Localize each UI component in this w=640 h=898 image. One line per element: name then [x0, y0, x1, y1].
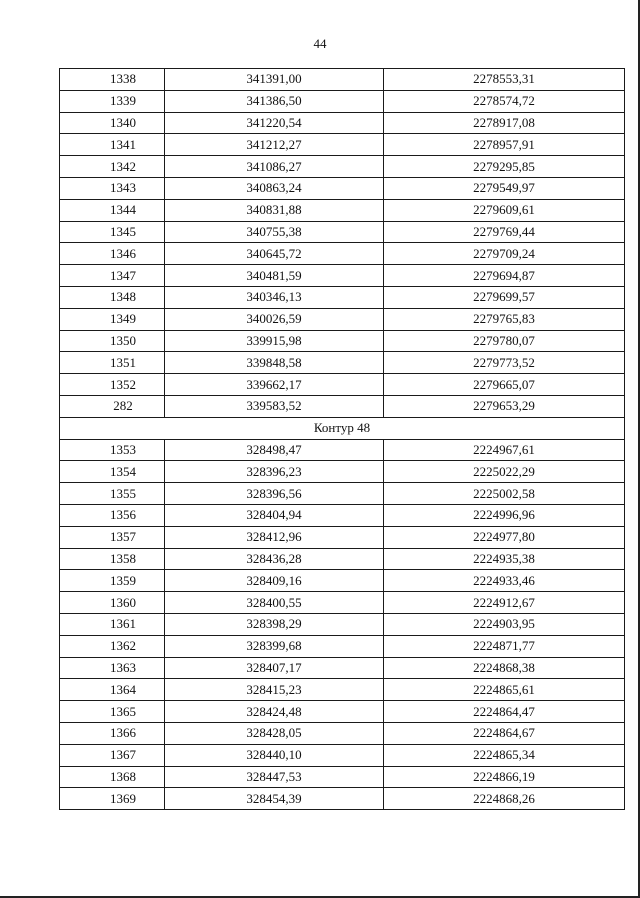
y-coordinate-cell: 2225002,58 — [384, 483, 625, 505]
page-number: 44 — [313, 36, 327, 51]
point-number-cell: 1360 — [60, 592, 165, 614]
point-number-cell: 1352 — [60, 374, 165, 396]
x-coordinate-cell: 328404,94 — [165, 504, 384, 526]
point-number-cell: 1344 — [60, 199, 165, 221]
y-coordinate-cell: 2279694,87 — [384, 265, 625, 287]
table-row — [60, 69, 625, 91]
x-coordinate-cell: 328498,47 — [165, 439, 384, 461]
point-number-cell: 1355 — [60, 483, 165, 505]
y-coordinate-cell: 2224967,61 — [384, 439, 625, 461]
y-coordinate-cell: 2279773,52 — [384, 352, 625, 374]
table-row — [60, 701, 625, 723]
point-number-cell: 1341 — [60, 134, 165, 156]
table-row — [60, 286, 625, 308]
table-row — [60, 330, 625, 352]
table-row — [60, 199, 625, 221]
y-coordinate-cell: 2224871,77 — [384, 635, 625, 657]
point-number-cell: 1354 — [60, 461, 165, 483]
y-coordinate-cell: 2224903,95 — [384, 613, 625, 635]
y-coordinate-cell: 2279699,57 — [384, 286, 625, 308]
x-coordinate-cell: 328415,23 — [165, 679, 384, 701]
contour-label: Контур 48 — [60, 417, 625, 439]
y-coordinate-cell: 2278574,72 — [384, 90, 625, 112]
x-coordinate-cell: 328400,55 — [165, 592, 384, 614]
x-coordinate-cell: 328399,68 — [165, 635, 384, 657]
point-number-cell: 1350 — [60, 330, 165, 352]
point-number-cell: 1345 — [60, 221, 165, 243]
x-coordinate-cell: 328396,56 — [165, 483, 384, 505]
y-coordinate-cell: 2224864,47 — [384, 701, 625, 723]
point-number-cell: 1368 — [60, 766, 165, 788]
table-row — [60, 766, 625, 788]
coordinates-table — [59, 68, 625, 810]
y-coordinate-cell: 2279780,07 — [384, 330, 625, 352]
point-number-cell: 1346 — [60, 243, 165, 265]
x-coordinate-cell: 328409,16 — [165, 570, 384, 592]
x-coordinate-cell: 328436,28 — [165, 548, 384, 570]
y-coordinate-cell: 2224912,67 — [384, 592, 625, 614]
table-row — [60, 613, 625, 635]
table-row — [60, 352, 625, 374]
point-number-cell: 1359 — [60, 570, 165, 592]
point-number-cell: 1358 — [60, 548, 165, 570]
table-row — [60, 679, 625, 701]
table-row — [60, 788, 625, 810]
y-coordinate-cell: 2279549,97 — [384, 177, 625, 199]
y-coordinate-cell: 2224866,19 — [384, 766, 625, 788]
table-row — [60, 439, 625, 461]
point-number-cell: 282 — [60, 395, 165, 417]
point-number-cell: 1349 — [60, 308, 165, 330]
x-coordinate-cell: 339583,52 — [165, 395, 384, 417]
contour-header-row — [60, 417, 625, 439]
x-coordinate-cell: 328424,48 — [165, 701, 384, 723]
y-coordinate-cell: 2279653,29 — [384, 395, 625, 417]
point-number-cell: 1351 — [60, 352, 165, 374]
point-number-cell: 1364 — [60, 679, 165, 701]
y-coordinate-cell: 2224865,61 — [384, 679, 625, 701]
x-coordinate-cell: 328440,10 — [165, 744, 384, 766]
y-coordinate-cell: 2224865,34 — [384, 744, 625, 766]
x-coordinate-cell: 328396,23 — [165, 461, 384, 483]
point-number-cell: 1363 — [60, 657, 165, 679]
y-coordinate-cell: 2279709,24 — [384, 243, 625, 265]
x-coordinate-cell: 328454,39 — [165, 788, 384, 810]
x-coordinate-cell: 340481,59 — [165, 265, 384, 287]
x-coordinate-cell: 340863,24 — [165, 177, 384, 199]
table-row — [60, 395, 625, 417]
x-coordinate-cell: 328407,17 — [165, 657, 384, 679]
point-number-cell: 1338 — [60, 69, 165, 91]
point-number-cell: 1365 — [60, 701, 165, 723]
table-row — [60, 483, 625, 505]
y-coordinate-cell: 2224868,26 — [384, 788, 625, 810]
table-row — [60, 548, 625, 570]
y-coordinate-cell: 2224868,38 — [384, 657, 625, 679]
point-number-cell: 1342 — [60, 156, 165, 178]
table-row — [60, 156, 625, 178]
x-coordinate-cell: 340026,59 — [165, 308, 384, 330]
y-coordinate-cell: 2224977,80 — [384, 526, 625, 548]
table-row — [60, 177, 625, 199]
x-coordinate-cell: 328398,29 — [165, 613, 384, 635]
y-coordinate-cell: 2279295,85 — [384, 156, 625, 178]
point-number-cell: 1339 — [60, 90, 165, 112]
table-row — [60, 635, 625, 657]
table-row — [60, 744, 625, 766]
point-number-cell: 1347 — [60, 265, 165, 287]
x-coordinate-cell: 328428,05 — [165, 722, 384, 744]
x-coordinate-cell: 328412,96 — [165, 526, 384, 548]
y-coordinate-cell: 2224864,67 — [384, 722, 625, 744]
x-coordinate-cell: 341212,27 — [165, 134, 384, 156]
table-row — [60, 526, 625, 548]
table-row — [60, 90, 625, 112]
x-coordinate-cell: 340346,13 — [165, 286, 384, 308]
point-number-cell: 1343 — [60, 177, 165, 199]
point-number-cell: 1369 — [60, 788, 165, 810]
point-number-cell: 1353 — [60, 439, 165, 461]
x-coordinate-cell: 339848,58 — [165, 352, 384, 374]
table-row — [60, 657, 625, 679]
table-row — [60, 308, 625, 330]
table-row — [60, 461, 625, 483]
y-coordinate-cell: 2279665,07 — [384, 374, 625, 396]
x-coordinate-cell: 328447,53 — [165, 766, 384, 788]
table-row — [60, 265, 625, 287]
y-coordinate-cell: 2278553,31 — [384, 69, 625, 91]
y-coordinate-cell: 2279609,61 — [384, 199, 625, 221]
table-row — [60, 112, 625, 134]
y-coordinate-cell: 2224933,46 — [384, 570, 625, 592]
table-row — [60, 722, 625, 744]
y-coordinate-cell: 2224996,96 — [384, 504, 625, 526]
coordinates-table-body — [60, 69, 625, 810]
y-coordinate-cell: 2279765,83 — [384, 308, 625, 330]
x-coordinate-cell: 340831,88 — [165, 199, 384, 221]
point-number-cell: 1356 — [60, 504, 165, 526]
x-coordinate-cell: 341386,50 — [165, 90, 384, 112]
point-number-cell: 1366 — [60, 722, 165, 744]
table-row — [60, 221, 625, 243]
point-number-cell: 1367 — [60, 744, 165, 766]
x-coordinate-cell: 340645,72 — [165, 243, 384, 265]
x-coordinate-cell: 339662,17 — [165, 374, 384, 396]
y-coordinate-cell: 2278957,91 — [384, 134, 625, 156]
y-coordinate-cell: 2278917,08 — [384, 112, 625, 134]
table-row — [60, 374, 625, 396]
x-coordinate-cell: 341220,54 — [165, 112, 384, 134]
table-row — [60, 243, 625, 265]
point-number-cell: 1348 — [60, 286, 165, 308]
x-coordinate-cell: 341086,27 — [165, 156, 384, 178]
y-coordinate-cell: 2279769,44 — [384, 221, 625, 243]
x-coordinate-cell: 339915,98 — [165, 330, 384, 352]
table-row — [60, 592, 625, 614]
table-row — [60, 504, 625, 526]
point-number-cell: 1340 — [60, 112, 165, 134]
x-coordinate-cell: 340755,38 — [165, 221, 384, 243]
x-coordinate-cell: 341391,00 — [165, 69, 384, 91]
point-number-cell: 1357 — [60, 526, 165, 548]
table-row — [60, 134, 625, 156]
point-number-cell: 1362 — [60, 635, 165, 657]
y-coordinate-cell: 2225022,29 — [384, 461, 625, 483]
table-row — [60, 570, 625, 592]
point-number-cell: 1361 — [60, 613, 165, 635]
y-coordinate-cell: 2224935,38 — [384, 548, 625, 570]
